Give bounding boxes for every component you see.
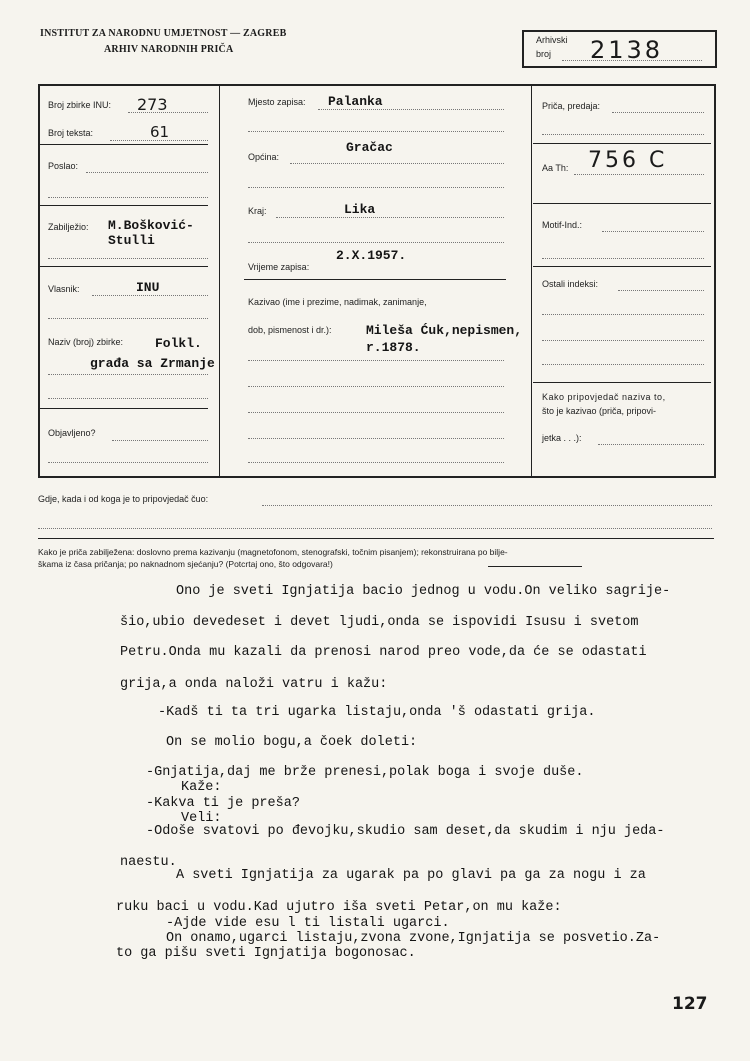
recording-method-1: Kako je priča zabilježena: doslovno prema kazivanju (magnetofonom, stenografski, točnim pisanjem); rekonstruirana po bilje- <box>38 547 508 557</box>
narrator-value-2: r.1878. <box>366 340 421 355</box>
collection-name-value-2: građa sa Zrmanje <box>90 356 215 371</box>
story-line: On onamo,ugarci listaju,zvona zvone,Ignjatija se posvetio.Za- <box>166 931 661 946</box>
narrator-value-1: Mileša Ćuk,nepismen, <box>366 323 523 338</box>
story-line: Veli: <box>181 811 222 826</box>
text-number-label: Broj teksta: <box>48 128 94 138</box>
archive-number-value: 2138 <box>590 36 664 64</box>
story-line: On se molio bogu,a čoek doleti: <box>166 735 418 750</box>
aath-label: Aa Th: <box>542 163 569 173</box>
municipality-value: Gračac <box>346 140 393 155</box>
story-line: -Gnjatija,daj me brže prenesi,polak boga i svoje duše. <box>146 765 584 780</box>
other-indexes-label: Ostali indeksi: <box>542 279 599 289</box>
owner-value: INU <box>136 280 160 295</box>
story-line: Petru.Onda mu kazali da prenosi narod preo vode,da će se odastati <box>120 645 647 660</box>
recording-method-2: škama iz časa pričanja; po naknadnom sjećanju? (Potcrtaj ono, što odgovara!) <box>38 559 333 569</box>
story-line: Ono je sveti Ignjatija bacio jednog u vodu.On veliko sagrije- <box>176 584 671 599</box>
place-label: Mjesto zapisa: <box>248 97 306 107</box>
story-line: -Kadš ti ta tri ugarka listaju,onda 'š odastati grija. <box>158 705 596 720</box>
collection-number-value: 273 <box>137 95 168 114</box>
motif-index-label: Motif-Ind.: <box>542 220 583 230</box>
archive-name: ARHIV NARODNIH PRIČA <box>104 44 234 55</box>
story-line: -Odoše svatovi po đevojku,skudio sam deset,da skudim i nju jeda- <box>146 824 665 839</box>
collection-name-value-1: Folkl. <box>155 336 202 351</box>
municipality-label: Općina: <box>248 152 280 162</box>
archive-number-box <box>522 30 717 68</box>
story-line: šio,ubio devedeset i devet ljudi,onda se ispovidi Isusu i svetom <box>120 615 639 630</box>
owner-label: Vlasnik: <box>48 284 80 294</box>
story-line: ruku baci u vodu.Kad ujutro iša sveti Petar,on mu kaže: <box>116 900 562 915</box>
place-value: Palanka <box>328 94 383 109</box>
narrator-label-1: Kazivao (ime i prezime, nadimak, zanimanje, <box>248 297 427 307</box>
story-line: -Ajde vide esu l ti listali ugarci. <box>166 916 450 931</box>
date-value: 2.X.1957. <box>336 248 407 263</box>
story-line: -Kakva ti je preša? <box>146 796 300 811</box>
narrator-label-2: dob, pismenost i dr.): <box>248 325 332 335</box>
recorded-by-value-2: Stulli <box>108 233 155 248</box>
collection-number-label: Broj zbirke INU: <box>48 100 112 110</box>
narrator-term-label-2: što je kazivao (priča, pripovi- <box>542 406 657 416</box>
page-number: 127 <box>672 994 708 1014</box>
story-line: grija,a onda naloži vatru i kažu: <box>120 677 388 692</box>
recorded-by-label: Zabilježio: <box>48 222 89 232</box>
narrator-term-label-1: Kako pripovjedač naziva to, <box>542 392 666 402</box>
story-line: naestu. <box>120 855 177 870</box>
collection-name-label: Naziv (broj) zbirke: <box>48 337 124 347</box>
text-number-value: 61 <box>150 123 170 141</box>
archive-number-label-2: broj <box>536 49 552 59</box>
story-line: Kaže: <box>181 780 222 795</box>
story-type-label: Priča, predaja: <box>542 101 601 111</box>
story-line: to ga pišu sveti Ignjatija bogonosac. <box>116 946 416 961</box>
institute-name: INSTITUT ZA NARODNU UMJETNOST — ZAGREB <box>40 28 287 39</box>
story-line: A sveti Ignjatija za ugarak pa po glavi pa ga za nogu i za <box>176 868 646 883</box>
narrator-term-label-3: jetka . . .): <box>542 433 582 443</box>
region-label: Kraj: <box>248 206 267 216</box>
recorded-by-value-1: M.Bošković- <box>108 218 194 233</box>
region-value: Lika <box>344 202 376 217</box>
source-label: Gdje, kada i od koga je to pripovjedač čuo: <box>38 494 209 504</box>
date-label: Vrijeme zapisa: <box>248 262 310 272</box>
archive-number-label-1: Arhivski <box>536 35 568 45</box>
aath-value: 756 C <box>588 148 668 173</box>
sent-by-label: Poslao: <box>48 161 79 171</box>
published-label: Objavljeno? <box>48 428 96 438</box>
